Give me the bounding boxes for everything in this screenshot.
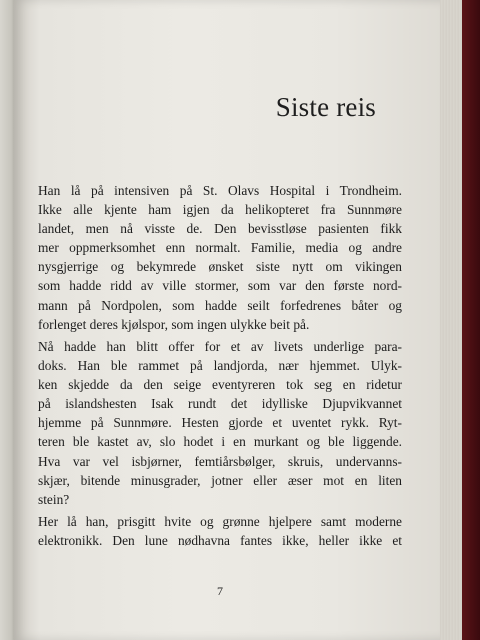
text-line: hjemme på Sunnmøre. Hesten gjorde et uventet rykk. Ryt- <box>38 415 402 431</box>
paragraph-3 <box>38 512 402 550</box>
book-page <box>14 0 442 640</box>
text-line: Nå hadde han blitt offer for et av livets underlige para- <box>38 339 402 354</box>
text-line: Ikke alle kjente ham igjen da helikopteret fra Sunnmøre <box>38 202 402 218</box>
text-line: teren ble kastet av, slo hodet i en murkant og ble liggende. <box>38 434 402 450</box>
text-line: mann på Nordpolen, som hadde seilt forfedrenes båter og <box>38 297 402 313</box>
text-line: Han lå på intensiven på St. Olavs Hospital i Trondheim. <box>38 183 402 198</box>
text-line: landet, men nå visste de. Den bevisstløse pasienten fikk <box>38 221 402 237</box>
text-line: stein? <box>38 491 70 507</box>
page-stack-edge <box>440 0 464 640</box>
text-line: ken skjedde da den seige eventyreren tok seg en ridetur <box>38 377 402 393</box>
paragraph-2 <box>38 337 402 509</box>
text-line: doks. Han ble rammet på landjorda, nær hjemmet. Ulyk- <box>38 358 402 374</box>
text-line: skjær, bitende minusgrader, jotner eller æser mot en liten <box>38 472 402 488</box>
paragraph-1 <box>38 181 402 334</box>
page-number: 7 <box>217 584 223 598</box>
text-line: som hadde ridd av ville stormer, som var den første nord- <box>38 278 402 294</box>
text-line: Her lå han, prisgitt hvite og grønne hjelpere samt moderne <box>38 514 402 529</box>
text-line: nysgjerrige og bekymrede ønsket siste nytt om vikingen <box>38 259 402 275</box>
background-edge <box>462 0 480 640</box>
text-line: forlenget deres kjølspor, som ingen ulykke beit på. <box>38 316 310 332</box>
text-line: på islandshesten Isak rundt det idylliske Djupvikvannet <box>38 396 402 412</box>
chapter-title: Siste reis <box>275 92 376 122</box>
text-line: Hva var vel isbjørner, femtiårsbølger, skruis, undervanns- <box>38 453 402 469</box>
text-line: mer oppmerksomhet enn normalt. Familie, media og andre <box>38 240 402 256</box>
text-line: elektronikk. Den lune nødhavna fantes ikke, heller ikke et <box>38 533 402 549</box>
